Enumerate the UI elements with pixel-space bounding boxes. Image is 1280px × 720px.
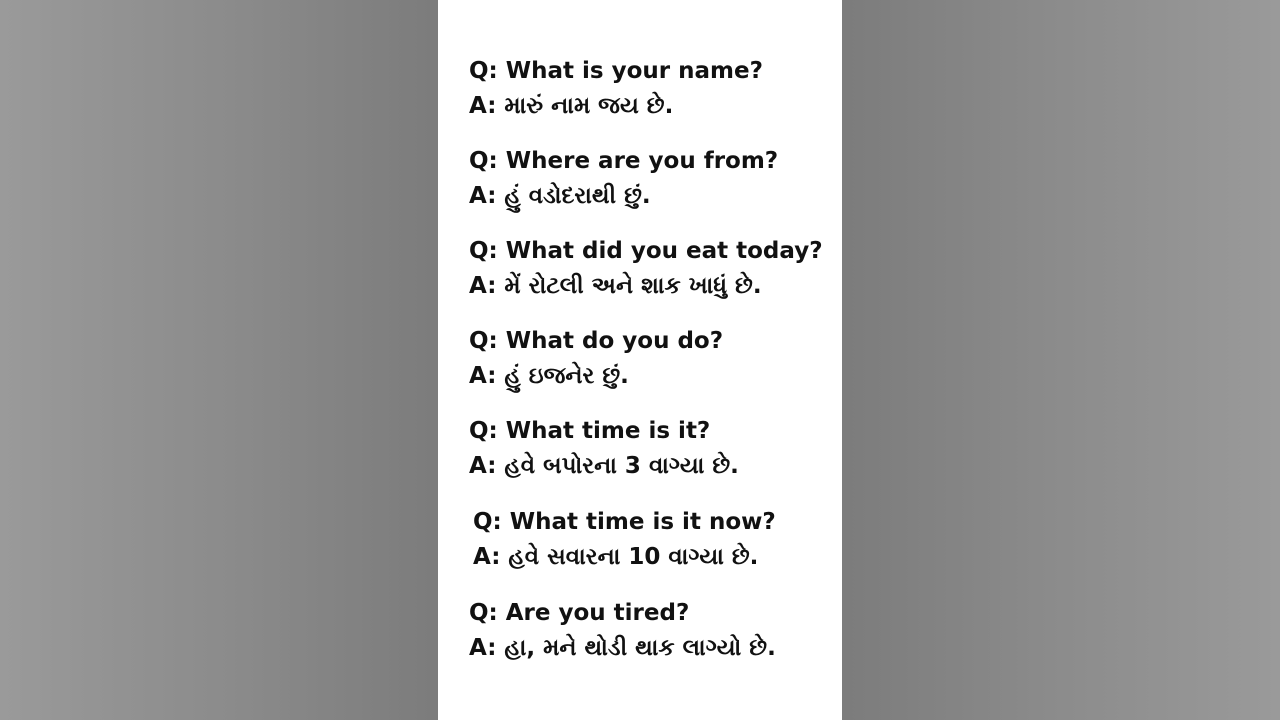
answer-text: A: હવે સવારના 10 વાગ્યા છે.	[473, 544, 759, 570]
qa-pair	[469, 234, 823, 304]
question-text: Q: What did you eat today?	[469, 238, 823, 264]
answer-text: A: હવે બપોરના 3 વાગ્યા છે.	[469, 453, 739, 479]
qa-pair	[469, 54, 763, 124]
answer-text: A: મારું નામ જય છે.	[469, 93, 674, 119]
answer-text: A: મેં રોટલી અને શાક ખાધું છે.	[469, 273, 762, 299]
question-text: Q: What do you do?	[469, 328, 724, 354]
answer-text: A: હા, મને થોડી થાક લાગ્યો છે.	[469, 635, 776, 661]
answer-text: A: હું વડોદરાથી છું.	[469, 183, 651, 209]
qa-pair	[473, 505, 776, 575]
qa-pair	[469, 414, 739, 484]
qa-pair	[469, 144, 778, 214]
qa-pair	[469, 596, 776, 666]
question-text: Q: What is your name?	[469, 58, 763, 84]
question-text: Q: What time is it now?	[473, 509, 776, 535]
question-text: Q: Where are you from?	[469, 148, 779, 174]
answer-text: A: હું ઇજનેર છું.	[469, 363, 629, 389]
question-text: Q: Are you tired?	[469, 600, 690, 626]
question-text: Q: What time is it?	[469, 418, 711, 444]
qa-pair	[469, 324, 723, 394]
qa-card	[438, 0, 842, 720]
